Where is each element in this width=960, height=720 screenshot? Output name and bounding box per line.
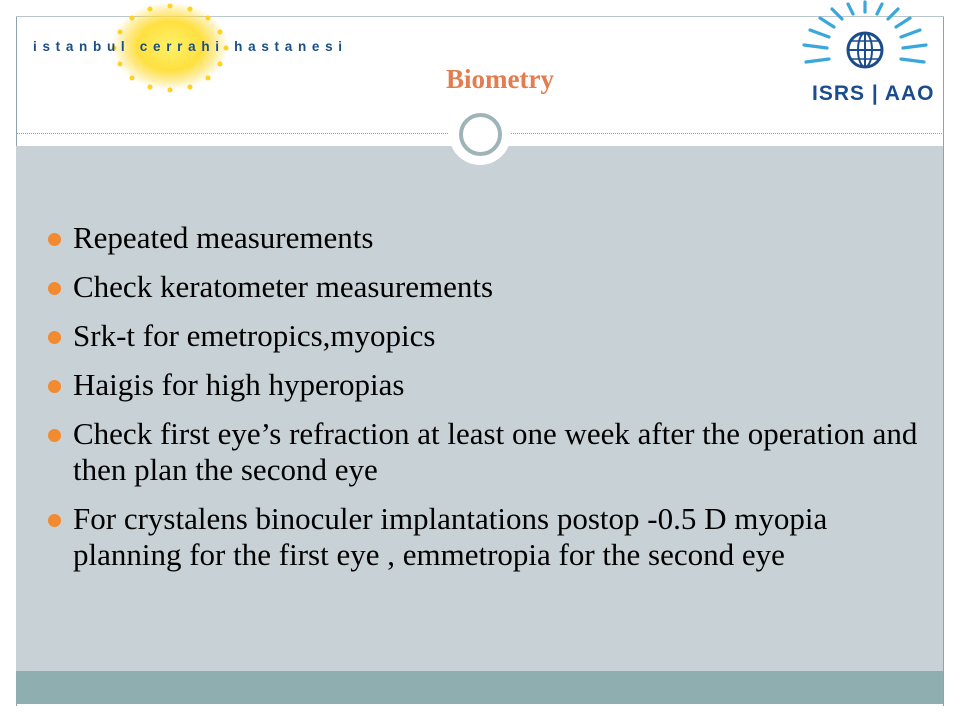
bullet-dot-icon (48, 282, 61, 295)
footer-band (16, 671, 943, 704)
bullet-text: Check keratometer measurements (73, 269, 494, 304)
bullet-item (48, 318, 928, 354)
bullet-text: Check first eye’s refraction at least one week after the operation and then plan the second eye (73, 416, 918, 487)
frame-right-line (943, 16, 944, 706)
bullet-text: Haigis for high hyperopias (73, 367, 405, 402)
bullet-item (48, 367, 928, 403)
header-circle-ring (459, 113, 502, 156)
hospital-name: istanbul cerrahi hastanesi (33, 39, 348, 54)
slide-title: Biometry (446, 64, 554, 94)
bullet-list (48, 220, 928, 586)
bullet-item (48, 220, 928, 256)
bullet-dot-icon (48, 380, 61, 393)
bullet-text: Srk-t for emetropics,myopics (73, 318, 436, 353)
bullet-dot-icon (48, 331, 61, 344)
logo-text: ISRS | AAO (812, 82, 935, 105)
bullet-item (48, 416, 928, 488)
bullet-text: Repeated measurements (73, 220, 374, 255)
bullet-text: For crystalens binoculer implantations postop -0.5 D myopia planning for the first eye , emmetropia for the second eye (73, 501, 828, 572)
bullet-dot-icon (48, 514, 61, 527)
bullet-item (48, 269, 928, 305)
bullet-dot-icon (48, 429, 61, 442)
bullet-item (48, 501, 928, 573)
bullet-dot-icon (48, 233, 61, 246)
